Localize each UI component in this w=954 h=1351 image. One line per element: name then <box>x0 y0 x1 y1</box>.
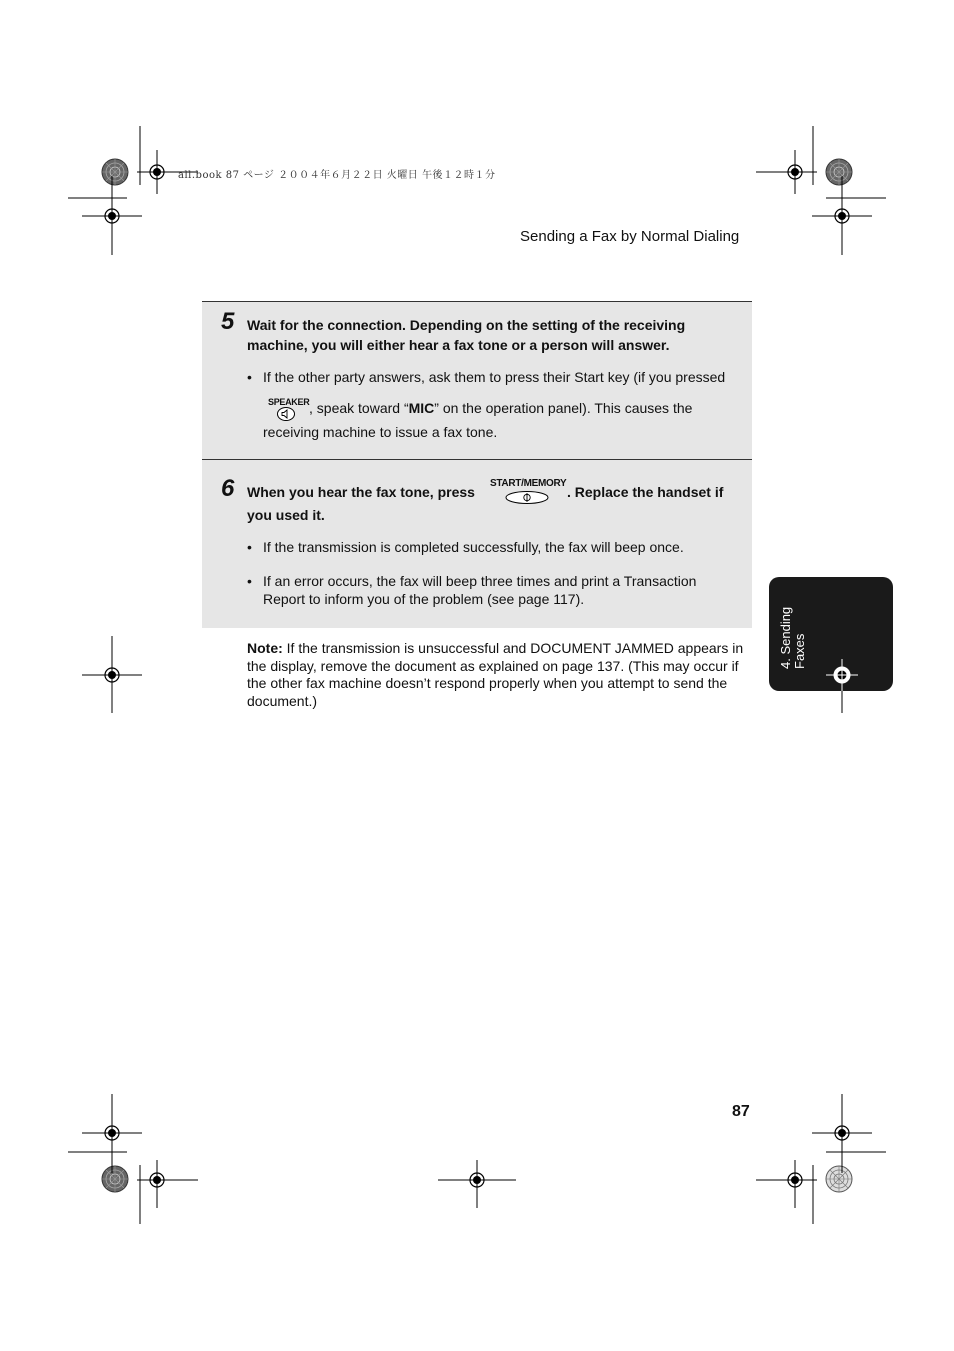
bullet-line2-part-b: ” on the operation panel). This causes the <box>434 400 693 416</box>
side-tab-line2: Faxes <box>792 633 807 669</box>
step-6-number: 6 <box>221 475 235 502</box>
chapter-side-tab-text <box>771 597 811 677</box>
speaker-key-label: SPEAKER <box>268 397 310 407</box>
step-5-bullet-line1: If the other party answers, ask them to press their Start key (if you pressed <box>263 369 726 385</box>
note <box>247 640 747 711</box>
print-header: all.book 87 ページ ２００４年６月２２日 火曜日 午後１２時１分 <box>178 170 496 181</box>
step-6-heading-line2: you used it. <box>247 507 325 523</box>
step-5-bullet-line3: receiving machine to issue a fax tone. <box>263 424 498 440</box>
step-5-bullet-line2 <box>309 400 692 416</box>
step-5-number: 5 <box>221 308 235 335</box>
speaker-key-icon <box>276 406 296 422</box>
step-6-bullet2-line1: If an error occurs, the fax will beep three times and print a Transaction <box>263 573 697 589</box>
step-5-heading-line1: Wait for the connection. Depending on the setting of the receiving <box>247 317 686 333</box>
mic-label: MIC <box>408 400 435 416</box>
start-memory-key-label: START/MEMORY <box>490 478 567 489</box>
note-label: Note: <box>247 640 283 656</box>
step-6-bullet1: If the transmission is completed successfully, the fax will beep once. <box>263 539 684 555</box>
tab-registration-mark <box>826 659 858 691</box>
step-6-heading-part-a: When you hear the fax tone, press <box>247 484 475 500</box>
step-6-bullet2-line2: Report to inform you of the problem (see page 117). <box>263 591 585 607</box>
side-tab-line1: 4. Sending <box>778 606 793 669</box>
bullet-line2-part-a: , speak toward “ <box>309 400 409 416</box>
step-5-heading-line2: machine, you will either hear a fax tone or a person will answer. <box>247 337 670 353</box>
bullet-icon: • <box>247 539 252 555</box>
running-head: Sending a Fax by Normal Dialing <box>520 228 740 245</box>
bullet-icon: • <box>247 369 252 385</box>
bullet-icon: • <box>247 573 252 589</box>
page-number: 87 <box>732 1103 750 1120</box>
note-text: If the transmission is unsuccessful and DOCUMENT JAMMED appears in the display, remove the document as explained on page 137. (This may occur if the other fax machine doesn’t respond properly when you attempt to send the document.) <box>247 640 744 710</box>
start-memory-key-icon <box>503 490 551 506</box>
step-6-heading-part-b: . Replace the handset if <box>567 484 724 500</box>
